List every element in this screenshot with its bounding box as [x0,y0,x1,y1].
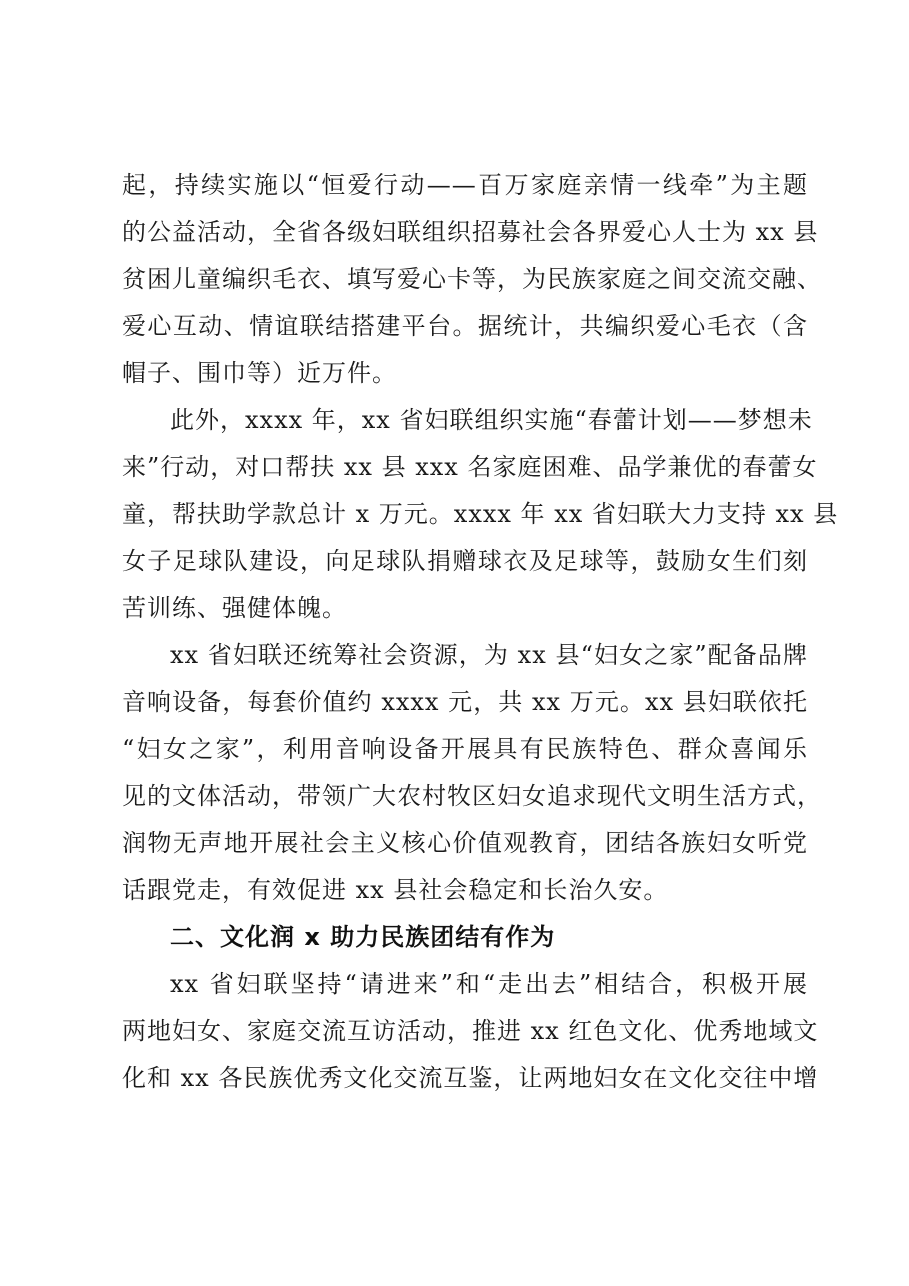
text-line: 见的文体活动，带领广大农村牧区妇女追求现代文明生活方式， [122,782,822,810]
text-line: 的公益活动，全省各级妇联组织招募社会各界爱心人士为 xx 县 [122,218,819,246]
text-line: 苦训练、强健体魄。 [122,594,347,622]
paragraph-1 [122,162,822,397]
text-line: 童，帮扶助学款总计 x 万元。xxxx 年 xx 省妇联大力支持 xx 县 [122,500,839,528]
text-line: 爱心互动、情谊联结搭建平台。据统计，共编织爱心毛衣（含 [122,312,808,340]
text-line: “妇女之家”，利用音响设备开展具有民族特色、群众喜闻乐 [122,735,808,763]
text-line: 女子足球队建设，向足球队捐赠球衣及足球等，鼓励女生们刻 [122,547,808,575]
text-line: 两地妇女、家庭交流互访活动，推进 xx 红色文化、优秀地域文 [122,1017,819,1045]
section-heading: 二、文化润 x 助力民族团结有作为 [170,923,556,951]
text-line: xx 省妇联坚持“请进来”和“走出去”相结合，积极开展 [170,970,808,998]
paragraph-4 [122,961,819,1102]
text-line: 帽子、围巾等）近万件。 [122,359,397,387]
text-line: 润物无声地开展社会主义核心价值观教育，团结各族妇女听党 [122,829,808,857]
document-body [122,162,839,1102]
text-line: 此外，xxxx 年，xx 省妇联组织实施“春蕾计划——梦想未 [170,406,813,434]
text-line: 贫困儿童编织毛衣、填写爱心卡等，为民族家庭之间交流交融、 [122,265,822,293]
text-line: xx 省妇联还统筹社会资源，为 xx 县“妇女之家”配备品牌 [170,641,808,669]
text-line: 化和 xx 各民族优秀文化交流互鉴，让两地妇女在文化交往中增 [122,1064,819,1092]
text-line: 来”行动，对口帮扶 xx 县 xxx 名家庭困难、品学兼优的春蕾女 [122,453,818,481]
text-line: 音响设备，每套价值约 xxxx 元，共 xx 万元。xx 县妇联依托 [122,688,808,716]
paragraph-2 [122,397,839,632]
text-line: 话跟党走，有效促进 xx 县社会稳定和长治久安。 [122,876,669,904]
paragraph-3 [122,632,822,914]
text-line: 起，持续实施以“恒爱行动——百万家庭亲情一线牵”为主题 [122,171,808,199]
